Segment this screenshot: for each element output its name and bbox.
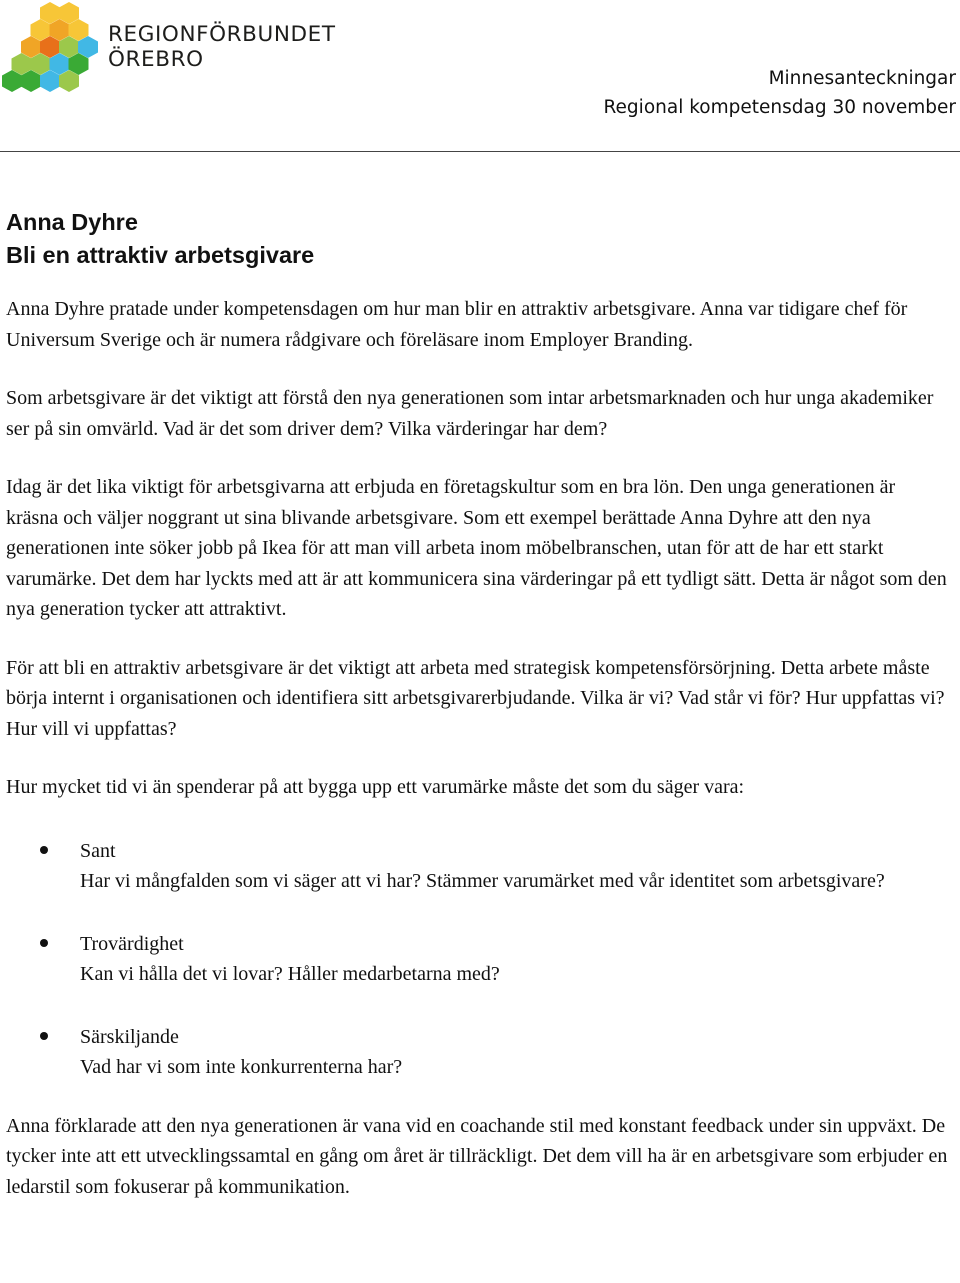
bullet-description: Vad har vi som inte konkurrenterna har? (80, 1056, 403, 1078)
logo-line-2: ÖREBRO (108, 47, 204, 72)
bullet-term: Särskiljande (80, 1025, 179, 1048)
talk-subtitle: Bli en attraktiv arbetsgivare (6, 242, 315, 268)
bullet-icon (40, 939, 48, 947)
paragraph-intro: Anna Dyhre pratade under kompetensdagen om hur man blir en attraktiv arbetsgivare. Anna var tidigare chef för Universum Sverige och är numera rådgivare och föreläsare inom Employer Branding. (6, 298, 908, 351)
bullet-icon (40, 1032, 48, 1040)
paragraph-closing: Anna förklarade att den nya generationen är vana vid en coachande stil med konstant feedback under sin uppväxt. De tycker inte att ett utvecklingssamtal en gång om året är tillräckligt. Det dem vill ha är en arbetsgivare som erbjuder en ledarstil som fokuserar på kommunikation. (6, 1114, 948, 1198)
bullet-term: Sant (80, 839, 116, 862)
logo-wordmark (108, 22, 336, 72)
list-item (6, 1022, 952, 1083)
paragraph-strategy: För att bli en attraktiv arbetsgivare är det viktigt att arbeta med strategisk kompetensförsörjning. Detta arbete måste börja internt i organisationen och identifiera sitt arbetsgivarerbjudande. Vilka är vi? Vad står vi för? Hur uppfattas vi? Hur vill vi uppfattas? (6, 656, 945, 740)
list-item (6, 929, 952, 990)
list-item (6, 836, 952, 897)
logo-line-1: REGIONFÖRBUNDET (108, 22, 336, 47)
brand-criteria-list (6, 836, 952, 1083)
document-body (6, 206, 952, 1202)
paragraph-brand: Hur mycket tid vi än spenderar på att bygga upp ett varumärke måste det som du säger vara: (6, 776, 745, 798)
bullet-description: Har vi mångfalden som vi säger att vi har? Stämmer varumärket med vår identitet som arbetsgivare? (80, 870, 885, 892)
bullet-term: Trovärdighet (80, 932, 184, 955)
document-header (604, 64, 956, 122)
header-event: Regional kompetensdag 30 november (603, 97, 956, 118)
bullet-icon (40, 846, 48, 854)
paragraph-generation: Som arbetsgivare är det viktigt att förstå den nya generationen som intar arbetsmarknaden och hur unga akademiker ser på sin omvärld. Vad är det som driver dem? Vilka värderingar har dem? (6, 387, 934, 440)
speaker-title: Anna Dyhre (6, 209, 138, 235)
header-doc-type: Minnesanteckningar (768, 68, 956, 89)
paragraph-culture: Idag är det lika viktigt för arbetsgivarna att erbjuda en företagskultur som en bra lön. Den unga generationen är kräsna och väljer noggrant ut sina blivande arbetsgivare. Som ett exempel berättade Anna Dyhre att den nya generationen inte söker jobb på Ikea för att man vill arbeta inom möbelbranschen, utan för att de har ett starkt varumärke. Det dem har lyckts med att är att kommunicera sina värderingar på ett tydligt sätt. Detta är något som den nya generation tycker att attraktivt. (6, 476, 947, 620)
regionforbundet-logo-icon (2, 0, 98, 92)
bullet-description: Kan vi hålla det vi lovar? Håller medarbetarna med? (80, 963, 500, 985)
header-divider (0, 151, 960, 152)
